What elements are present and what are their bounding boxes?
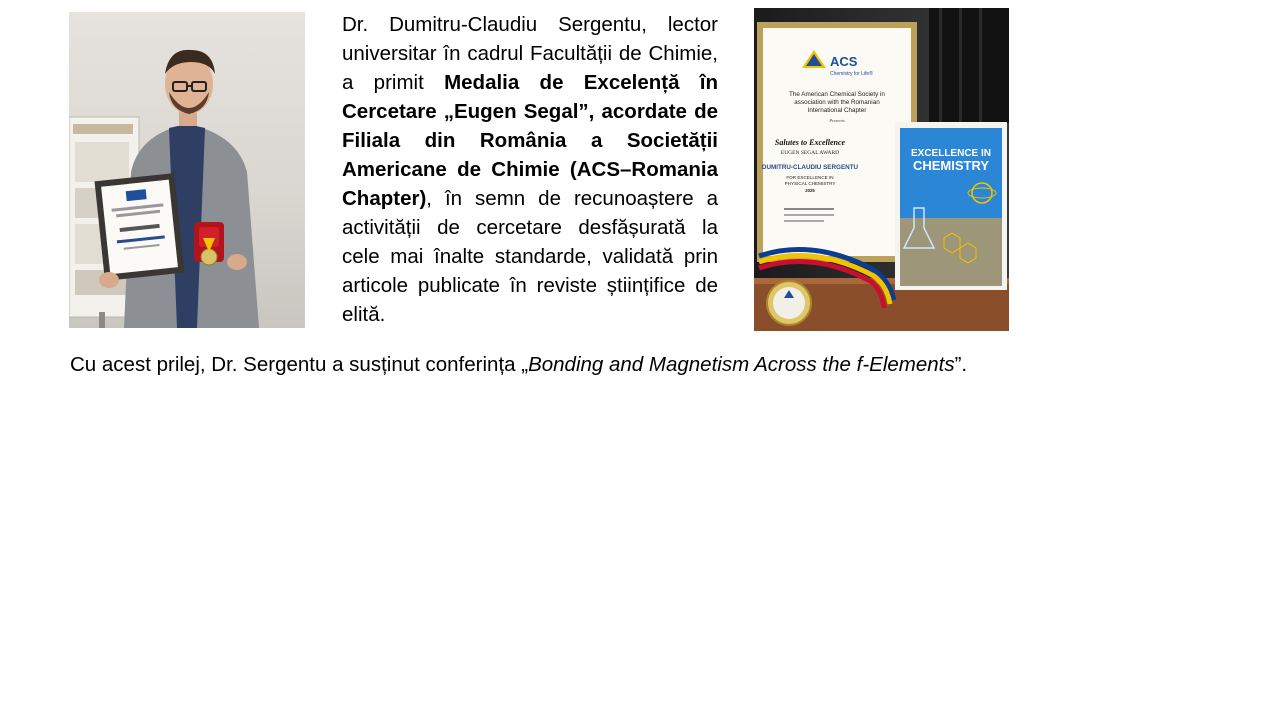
award-description-intro: Dr. Dumitru-Claudiu Sergentu, lector universitar în cadrul Facultății de Chimie, a primit: [342, 13, 718, 94]
award-description: [342, 10, 718, 329]
poster-line1: EXCELLENCE IN: [910, 148, 992, 159]
photo-certificate-and-medal: [754, 8, 1009, 331]
poster-line2: CHEMISTRY: [912, 158, 990, 173]
certificate-org-line2: association with the Romanian: [794, 99, 880, 106]
lecture-caption-suffix: ”.: [954, 353, 968, 376]
acs-logo-text: ACS: [830, 54, 858, 69]
certificate-award: EUGEN SEGAL AWARD: [780, 150, 840, 156]
photo-certificate-illustration: [754, 8, 1009, 331]
certificate-for-line2: PHYSICAL CHEMISTRY: [784, 181, 836, 186]
certificate-year: 2025: [805, 188, 815, 193]
award-name-bold: Medalia de Excelență în Cercetare „Eugen Segal”, acordate de Filiala din România a Societății Americane de Chimie (ACS–Romania Chapter): [342, 71, 718, 210]
award-description-rest: , în semn de recunoaștere a activității de cercetare desfășurată la cele mai înalte standarde, validată prin articole publicate în reviste științifice de elită.: [342, 187, 718, 326]
certificate-for-line1: FOR EXCELLENCE IN: [786, 175, 834, 180]
certificate-presents: Presents: [829, 118, 845, 123]
lecture-caption-prefix: Cu acest prilej, Dr. Sergentu a susținut conferința „: [70, 353, 529, 376]
certificate-org-line1: The American Chemical Society in: [789, 91, 885, 98]
certificate-salutes: Salutes to Excellence: [774, 138, 846, 147]
lecture-title: Bonding and Magnetism Across the f-Elements: [528, 353, 955, 376]
certificate-org-line3: International Chapter: [807, 107, 867, 114]
certificate-recipient: DUMITRU-CLAUDIU SERGENTU: [761, 164, 859, 171]
photo-person-with-award: [69, 12, 305, 328]
acs-tagline: Chemistry for Life®: [830, 71, 873, 77]
lecture-caption: [70, 350, 1070, 379]
photo-person-illustration: [69, 12, 305, 328]
